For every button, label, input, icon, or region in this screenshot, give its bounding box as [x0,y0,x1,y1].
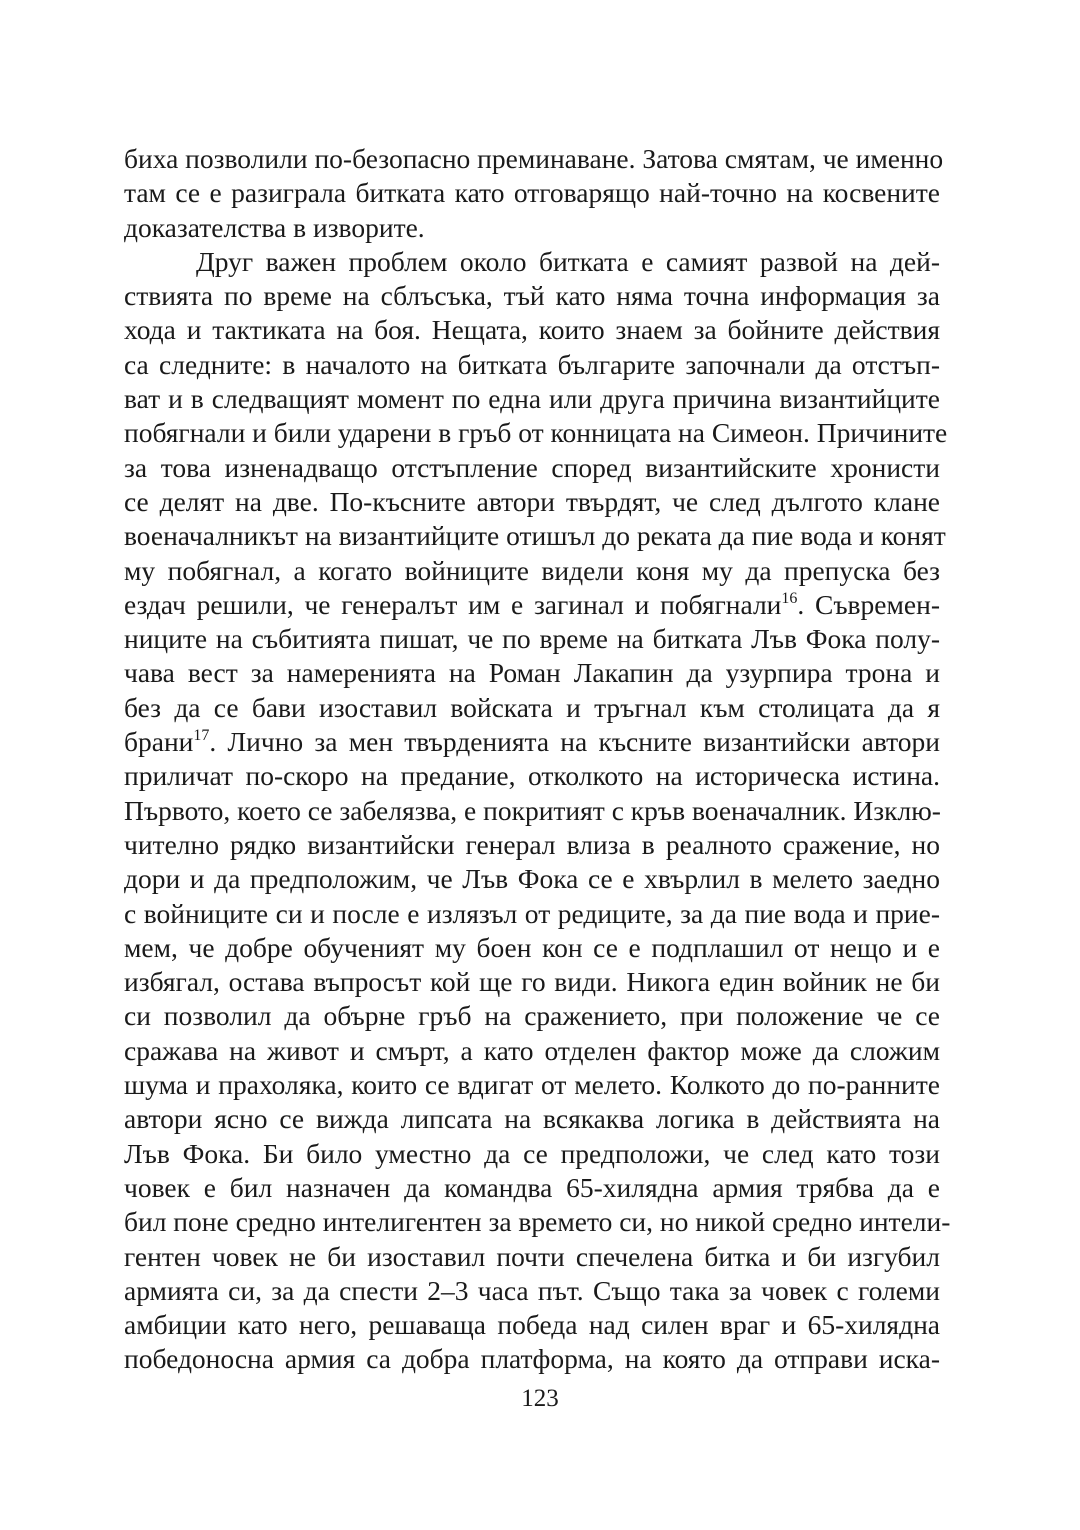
text-line: с войниците си и после е излязъл от редиците, за да пие вода и прие- [124,897,940,929]
text-line: там се е разиграла битката като отговарящо най-точно на косвените [124,177,940,209]
text-line: човек е бил назначен да командва 65-хилядна армия трябва да е [124,1171,940,1203]
text-line: дори и да предположим, че Лъв Фока се е хвърлил в мелето заедно [124,863,940,895]
text-line: чително рядко византийски генерал влиза в реалното сражение, но [124,828,940,860]
text-line: мем, че добре обученият му боен кон се е подплашил от нещо и е [124,931,940,963]
text-line: доказателства в изворите. [124,211,425,243]
footnote-ref-16[interactable]: 16 [781,589,798,607]
text-line: биха позволили по-безопасно преминаване. Затова смятам, че именно [124,143,944,174]
text-line: без да се бави изоставил войската и тръгнал към столицата да я [124,691,940,723]
text-line: победоносна армия са добра платформа, на която да отправи иска- [124,1343,940,1375]
text-line: амбиции като него, решаваща победа над силен враг и 65-хилядна [124,1309,940,1341]
text-line: си позволил да обърне гръб на сражението, при положение че се [124,1000,940,1032]
text-line: военачалникът на византийците отишъл до реката да пие вода и конят [124,520,946,552]
text-line: ствията по време на сблъсъка, тъй като няма точна информация за [124,280,940,312]
line-text-tail: . Лично за мен твърденията на късните византийски автори [209,726,940,758]
text-line: хода и тактиката на боя. Нещата, които знаем за бойните действия [124,314,940,346]
body-text [124,142,951,1377]
text-line-with-footnote [124,725,940,759]
text-line: Първото, което се забелязва, е покритият с кръв военачалник. Изклю- [124,794,941,826]
text-line: ниците на събитията пишат, че по време на битката Лъв Фока полу- [124,623,940,655]
text-line: са следните: в началото на битката българите започнали да отстъп- [124,348,940,380]
text-line: армията си, за да спести 2–3 часа път. Също така за човек с големи [124,1274,940,1306]
paragraph-first-line: Друг важен проблем около битката е самият развой на дей- [196,245,940,277]
text-line: ват и в следващият момент по една или друга причина византийците [124,383,940,415]
text-line: сражава на живот и смърт, а като отделен фактор може да сложим [124,1034,940,1066]
text-line: шума и прахоляка, които се вдигат от мелето. Колкото до по-ранните [124,1069,940,1101]
text-line: се делят на две. По-късните автори твърдят, че след дългото клане [124,485,940,517]
text-line: чава вест за намеренията на Роман Лакапин да узурпира трона и [124,657,940,689]
text-line-with-footnote [124,588,940,622]
text-line: избягал, остава въпросът кой ще го види. Никога един войник не би [124,966,940,998]
text-line: му побягнал, а когато войниците видели коня му да препуска без [124,554,940,586]
line-text: брани [124,726,194,758]
line-text: ездач решили, че генералът им е загинал и побягнали [124,588,782,620]
footnote-ref-17[interactable]: 17 [193,727,210,745]
page-number: 123 [521,1385,559,1412]
text-line: гентен човек не би изоставил почти спечелена битка и би изгубил [124,1240,940,1272]
text-line: приличат по-скоро на предание, отколкото на историческа истина. [124,760,940,792]
text-line: автори ясно се вижда липсата на всякаква логика в действията на [124,1103,940,1135]
text-line: бил поне средно интелигентен за времето си, но никой средно интели- [124,1206,951,1238]
text-line: Лъв Фока. Би било уместно да се предположи, че след като този [124,1137,940,1169]
text-line: за това изненадващо отстъпление според византийските хронисти [124,451,940,483]
text-line: побягнали и били ударени в гръб от конницата на Симеон. Причините [124,417,948,449]
line-text-tail: . Съвремен- [797,588,940,620]
